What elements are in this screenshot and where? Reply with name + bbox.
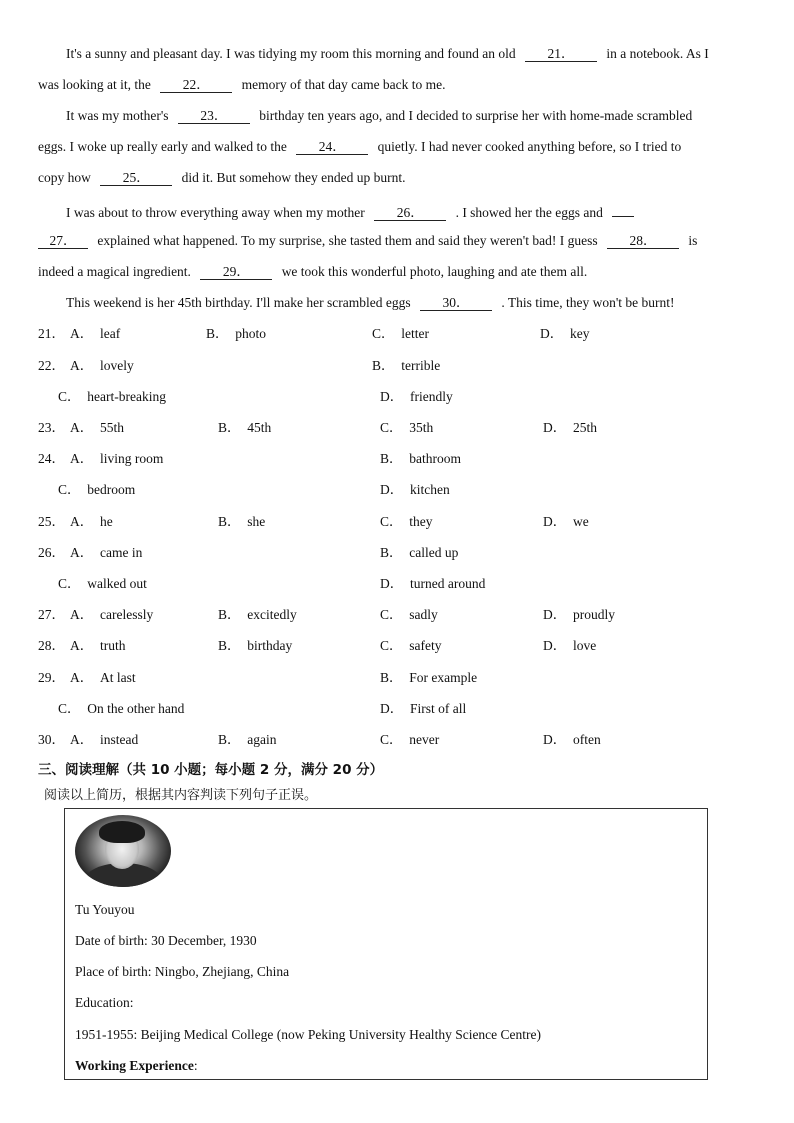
question-number: 30．: [38, 732, 65, 747]
passage-text: It's a sunny and pleasant day. I was tidying my room this morning and found an old: [66, 46, 516, 61]
passage-line: [38, 76, 446, 94]
passage-text: did it. But somehow they ended up burnt.: [181, 170, 406, 185]
option-label: D．: [380, 482, 404, 497]
resume-education-label: Education:: [75, 995, 134, 1010]
question-22-option-c[interactable]: [58, 388, 166, 406]
option-text: bedroom: [87, 482, 136, 497]
passage-text: indeed a magical ingredient.: [38, 264, 191, 279]
working-experience-colon: :: [193, 1058, 198, 1073]
passage-line: [66, 45, 709, 63]
portrait-photo: [75, 815, 171, 887]
question-24-option-b[interactable]: [380, 450, 461, 468]
option-label: B．: [380, 451, 403, 466]
option-text: On the other hand: [87, 701, 185, 716]
option-label: C．: [380, 607, 403, 622]
question-29-option-c[interactable]: [58, 700, 184, 718]
passage-text: in a notebook. As I: [606, 46, 709, 61]
option-text: leaf: [100, 326, 121, 341]
question-21-option-b[interactable]: [206, 325, 266, 343]
option-text: he: [100, 514, 113, 529]
resume-working-experience: [75, 1057, 198, 1075]
option-text: again: [247, 732, 277, 747]
blank-28: 28．: [607, 233, 679, 249]
resume-dob: Date of birth: 30 December, 1930: [75, 933, 257, 948]
option-label: A．: [70, 420, 94, 435]
option-label: A．: [70, 670, 94, 685]
question-26-option-c[interactable]: [58, 575, 147, 593]
question-21-option-a[interactable]: [38, 325, 120, 343]
question-23-option-a[interactable]: [38, 419, 124, 437]
question-28-option-b[interactable]: [218, 637, 292, 655]
option-label: D．: [380, 389, 404, 404]
question-23-option-d[interactable]: [543, 419, 597, 437]
passage-text: birthday ten years ago, and I decided to surprise her with home-made scrambled: [259, 108, 693, 123]
option-label: D．: [543, 607, 567, 622]
option-text: truth: [100, 638, 126, 653]
passage-line: [38, 138, 681, 156]
question-27-option-a[interactable]: [38, 606, 153, 624]
option-text: turned around: [410, 576, 486, 591]
section-instruction: 阅读以上简历，根据其内容判读下列句子正误。: [44, 788, 318, 803]
question-26-option-d[interactable]: [380, 575, 485, 593]
question-24-option-d[interactable]: [380, 481, 450, 499]
option-text: 55th: [100, 420, 125, 435]
passage-line: [38, 263, 587, 281]
option-text: came in: [100, 545, 143, 560]
passage-text: This weekend is her 45th birthday. I'll make her scrambled eggs: [66, 295, 411, 310]
passage-text: It was my mother's: [66, 108, 169, 123]
blank-26: 26．: [374, 205, 446, 221]
option-text: often: [573, 732, 601, 747]
question-23-option-b[interactable]: [218, 419, 271, 437]
option-label: A．: [70, 638, 94, 653]
option-text: safety: [409, 638, 442, 653]
question-21-option-d[interactable]: [540, 325, 590, 343]
option-label: D．: [380, 701, 404, 716]
option-text: terrible: [401, 358, 441, 373]
option-label: B．: [218, 607, 241, 622]
option-label: B．: [218, 514, 241, 529]
blank-23: 23．: [178, 108, 250, 124]
option-text: we: [573, 514, 589, 529]
option-label: A．: [70, 607, 94, 622]
section-title: 三、阅读理解（共 10 小题；每小题 2 分，满分 20 分）: [38, 762, 384, 778]
option-text: excitedly: [247, 607, 297, 622]
question-27-option-d[interactable]: [543, 606, 615, 624]
option-label: D．: [543, 732, 567, 747]
question-26-option-b[interactable]: [380, 544, 458, 562]
option-text: At last: [100, 670, 136, 685]
option-label: D．: [380, 576, 404, 591]
option-text: carelessly: [100, 607, 154, 622]
option-text: never: [409, 732, 440, 747]
question-number: 22．: [38, 358, 65, 373]
passage-text: memory of that day came back to me.: [241, 77, 446, 92]
option-label: A．: [70, 358, 94, 373]
question-29-option-b[interactable]: [380, 669, 477, 687]
blank-22: 22．: [160, 77, 232, 93]
option-label: C．: [372, 326, 395, 341]
option-text: instead: [100, 732, 139, 747]
passage-text: explained what happened. To my surprise, she tasted them and said they weren't bad! I guess: [97, 233, 598, 248]
passage-line: [38, 169, 405, 187]
question-number: 26．: [38, 545, 65, 560]
question-25-option-b[interactable]: [218, 513, 265, 531]
resume-pob: Place of birth: Ningbo, Zhejiang, China: [75, 964, 290, 979]
passage-text: . This time, they won't be burnt!: [501, 295, 675, 310]
question-22-option-b[interactable]: [372, 357, 440, 375]
question-number: 25．: [38, 514, 65, 529]
option-text: she: [247, 514, 266, 529]
option-text: 25th: [573, 420, 598, 435]
question-number: 23．: [38, 420, 65, 435]
option-text: 35th: [409, 420, 434, 435]
passage-text: eggs. I woke up really early and walked to the: [38, 139, 287, 154]
working-experience-label: Working Experience: [75, 1058, 194, 1073]
passage-text: was looking at it, the: [38, 77, 151, 92]
option-text: sadly: [409, 607, 438, 622]
question-24-option-c[interactable]: [58, 481, 135, 499]
option-text: walked out: [87, 576, 147, 591]
question-number: 21．: [38, 326, 65, 341]
option-label: D．: [543, 638, 567, 653]
question-25-option-d[interactable]: [543, 513, 589, 531]
option-text: bathroom: [409, 451, 462, 466]
option-label: D．: [543, 420, 567, 435]
blank-30: 30．: [420, 295, 492, 311]
option-label: B．: [218, 638, 241, 653]
option-label: A．: [70, 326, 94, 341]
option-text: letter: [401, 326, 429, 341]
question-23-option-c[interactable]: [380, 419, 433, 437]
option-text: living room: [100, 451, 164, 466]
question-30-option-b[interactable]: [218, 731, 277, 749]
passage-text: is: [688, 233, 698, 248]
passage-text: we took this wonderful photo, laughing and ate them all.: [281, 264, 588, 279]
question-number: 24．: [38, 451, 65, 466]
option-label: D．: [540, 326, 564, 341]
question-30-option-a[interactable]: [38, 731, 138, 749]
option-text: called up: [409, 545, 459, 560]
option-label: B．: [380, 545, 403, 560]
option-label: C．: [58, 701, 81, 716]
option-text: key: [570, 326, 590, 341]
option-text: For example: [409, 670, 478, 685]
option-label: A．: [70, 732, 94, 747]
option-text: friendly: [410, 389, 453, 404]
blank-25: 25．: [100, 170, 172, 186]
option-label: C．: [58, 482, 81, 497]
question-29-option-d[interactable]: [380, 700, 466, 718]
question-22-option-d[interactable]: [380, 388, 453, 406]
passage-text: quietly. I had never cooked anything before, so I tried to: [377, 139, 682, 154]
blank-29: 29．: [200, 264, 272, 280]
resume-box: [64, 808, 708, 1080]
passage-text: copy how: [38, 170, 91, 185]
blank-24: 24．: [296, 139, 368, 155]
option-text: birthday: [247, 638, 293, 653]
option-label: B．: [380, 670, 403, 685]
option-text: they: [409, 514, 433, 529]
option-label: C．: [380, 420, 403, 435]
option-label: C．: [380, 514, 403, 529]
option-text: First of all: [410, 701, 467, 716]
option-label: C．: [380, 732, 403, 747]
question-number: 27．: [38, 607, 65, 622]
option-text: heart-breaking: [87, 389, 166, 404]
option-text: photo: [235, 326, 267, 341]
blank-27-start: [612, 201, 634, 217]
question-29-option-a[interactable]: [38, 669, 136, 687]
blank-27: 27．: [38, 233, 88, 249]
option-text: proudly: [573, 607, 615, 622]
question-27-option-b[interactable]: [218, 606, 297, 624]
question-number: 28．: [38, 638, 65, 653]
question-25-option-c[interactable]: [380, 513, 433, 531]
question-22-option-a[interactable]: [38, 357, 134, 375]
question-28-option-d[interactable]: [543, 637, 596, 655]
blank-21: 21．: [525, 46, 597, 62]
question-26-option-a[interactable]: [38, 544, 142, 562]
option-label: A．: [70, 545, 94, 560]
question-number: 29．: [38, 670, 65, 685]
resume-name: Tu Youyou: [75, 902, 135, 917]
question-30-option-c[interactable]: [380, 731, 439, 749]
passage-line: [66, 201, 634, 222]
portrait-hair-shape: [99, 821, 145, 843]
passage-line: [38, 232, 697, 250]
option-text: love: [573, 638, 597, 653]
passage-line: [66, 294, 675, 312]
option-label: D．: [543, 514, 567, 529]
option-label: B．: [372, 358, 395, 373]
option-text: lovely: [100, 358, 134, 373]
option-label: C．: [58, 389, 81, 404]
option-label: A．: [70, 451, 94, 466]
question-21-option-c[interactable]: [372, 325, 429, 343]
option-text: 45th: [247, 420, 272, 435]
question-25-option-a[interactable]: [38, 513, 113, 531]
option-label: B．: [206, 326, 229, 341]
option-label: B．: [218, 732, 241, 747]
option-label: C．: [58, 576, 81, 591]
passage-text: I was about to throw everything away when my mother: [66, 205, 365, 220]
passage-line: [66, 107, 692, 125]
question-27-option-c[interactable]: [380, 606, 438, 624]
option-label: C．: [380, 638, 403, 653]
question-28-option-c[interactable]: [380, 637, 442, 655]
passage-text: . I showed her the eggs and: [455, 205, 603, 220]
question-30-option-d[interactable]: [543, 731, 601, 749]
resume-education-entry: 1951-1955: Beijing Medical College (now Peking University Healthy Science Centre): [75, 1027, 542, 1042]
option-text: kitchen: [410, 482, 450, 497]
question-24-option-a[interactable]: [38, 450, 163, 468]
option-label: B．: [218, 420, 241, 435]
option-label: A．: [70, 514, 94, 529]
question-28-option-a[interactable]: [38, 637, 126, 655]
